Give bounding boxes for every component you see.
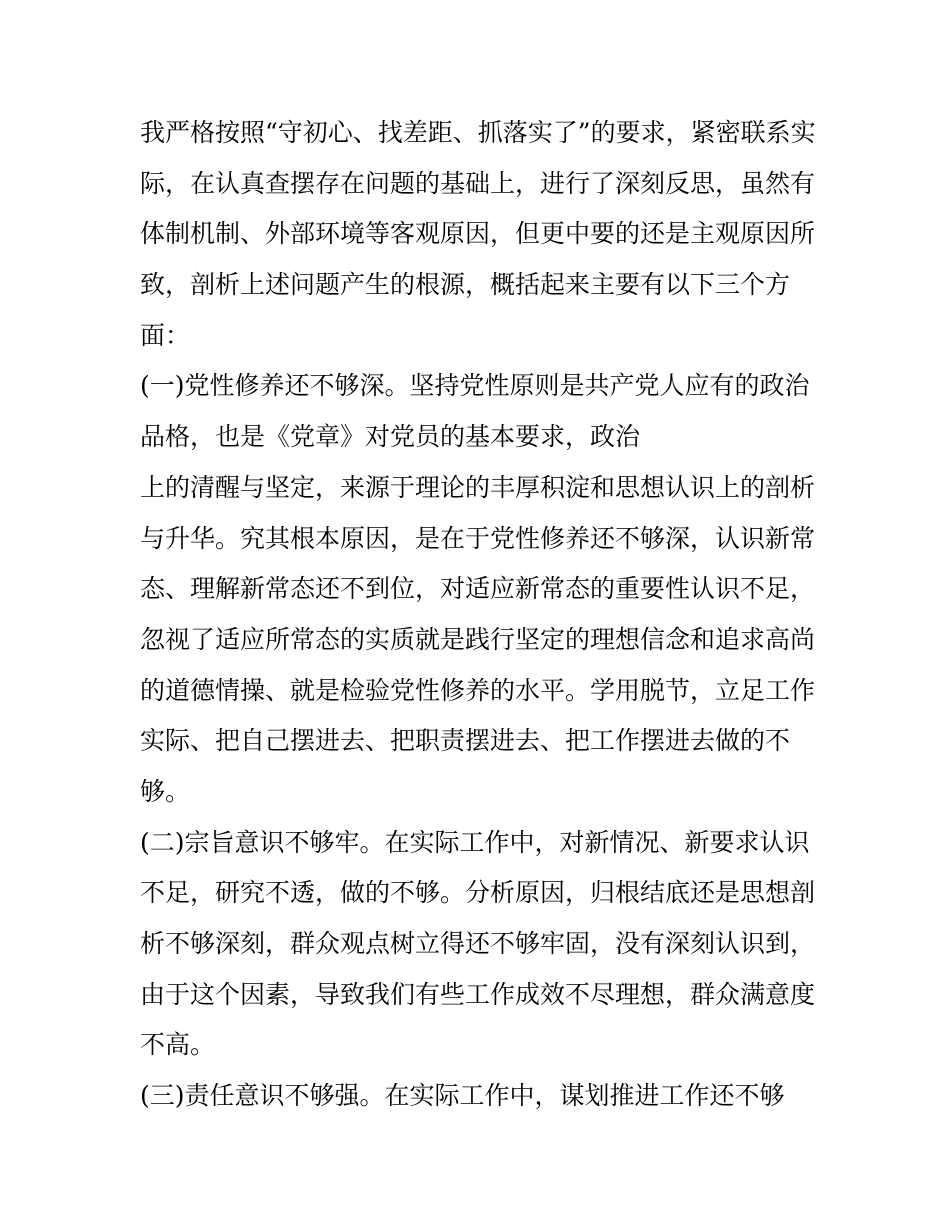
text-line: 上的清醒与坚定，来源于理论的丰厚积淀和思想认识上的剖析	[140, 472, 816, 502]
text-line: 够。	[140, 776, 191, 806]
text-line: 面：	[140, 320, 191, 350]
section-heading-2: (二)宗旨意识不够牢。在实际工作中，对新情况、新要求认识	[140, 827, 810, 857]
text-line: 品格，也是《党章》对党员的基本要求，政治	[140, 422, 641, 452]
text-line: 忽视了适应所常态的实质就是践行坚定的理想信念和追求高尚	[140, 624, 816, 654]
text-line: 体制机制、外部环境等客观原因，但更中要的还是主观原因所	[140, 219, 816, 249]
section-heading-1: (一)党性修养还不够深。坚持党性原则是共产党人应有的政治	[140, 371, 810, 401]
text-line: 际，在认真查摆存在问题的基础上，进行了深刻反思，虽然有	[140, 168, 816, 198]
text-line: 实际、把自己摆进去、把职责摆进去、把工作摆进去做的不	[140, 726, 791, 756]
text-line: 不高。	[140, 1030, 216, 1060]
text-line: 不足，研究不透，做的不够。分析原因，归根结底还是思想剖	[140, 878, 816, 908]
text-line: 我严格按照“守初心、找差距、抓落实了”的要求，紧密联系实	[140, 118, 816, 147]
text-line: 的道德情操、就是检验党性修养的水平。学用脱节，立足工作	[140, 675, 816, 705]
text-line: 由于这个因素，导致我们有些工作成效不尽理想，群众满意度	[140, 979, 816, 1009]
text-line: 致，剖析上述问题产生的根源，概括起来主要有以下三个方	[140, 270, 791, 300]
body-text	[140, 108, 830, 1122]
section-heading-3: (三)责任意识不够强。在实际工作中，谋划推进工作还不够	[140, 1081, 785, 1111]
text-line: 态、理解新常态还不到位，对适应新常态的重要性认识不足，	[140, 574, 816, 604]
text-line: 与升华。究其根本原因，是在于党性修养还不够深，认识新常	[140, 523, 816, 553]
text-line: 析不够深刻，群众观点树立得还不够牢固，没有深刻认识到，	[140, 929, 816, 958]
